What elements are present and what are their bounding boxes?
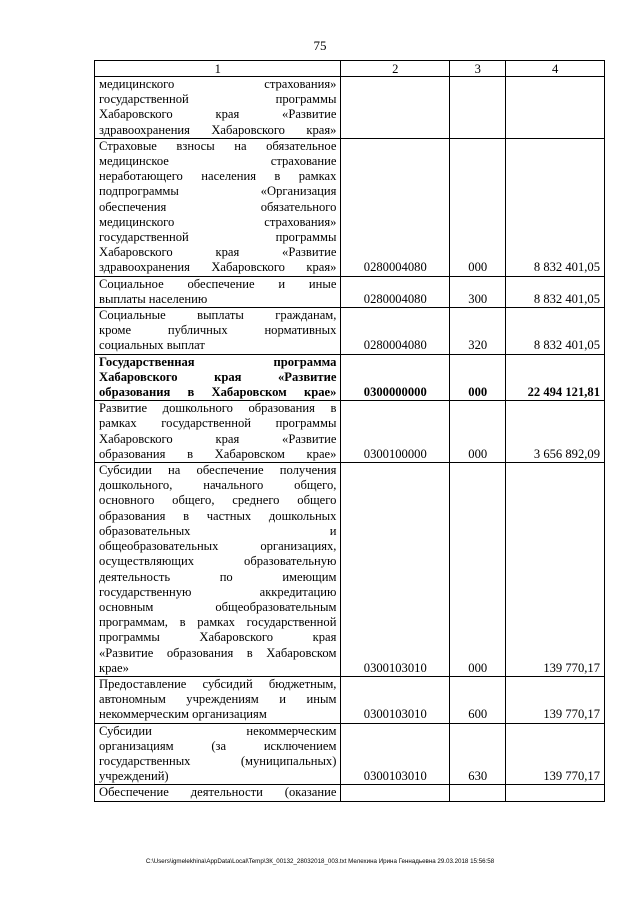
header-col-3: 3 bbox=[450, 61, 506, 77]
row-kind-cell: 630 bbox=[450, 723, 506, 785]
row-name-line: Хабаровского края «Развитие bbox=[99, 245, 337, 260]
row-kind-cell: 000 bbox=[450, 401, 506, 463]
row-code-cell: 0280004080 bbox=[341, 308, 450, 355]
row-name-cell bbox=[95, 785, 341, 801]
row-sum-cell bbox=[506, 785, 605, 801]
row-name-line: основного общего, среднего общего bbox=[99, 493, 337, 508]
row-name-line: дошкольного, начального общего, bbox=[99, 478, 337, 493]
row-name-line: медицинское страхование bbox=[99, 154, 337, 169]
table-row bbox=[95, 354, 605, 401]
table-row bbox=[95, 723, 605, 785]
row-kind-cell: 000 bbox=[450, 354, 506, 401]
row-code-cell bbox=[341, 77, 450, 139]
table-row bbox=[95, 308, 605, 355]
table-row bbox=[95, 401, 605, 463]
row-name-line: Обеспечение деятельности (оказание bbox=[99, 785, 337, 800]
row-name-line: организациям (за исключением bbox=[99, 738, 337, 753]
row-code-cell: 0300103010 bbox=[341, 676, 450, 723]
row-name-line: Социальные выплаты гражданам, bbox=[99, 308, 337, 323]
row-sum-cell: 139 770,17 bbox=[506, 723, 605, 785]
row-kind-cell: 000 bbox=[450, 138, 506, 276]
row-kind-cell: 600 bbox=[450, 676, 506, 723]
row-kind-cell: 000 bbox=[450, 463, 506, 677]
row-code-cell: 0280004080 bbox=[341, 276, 450, 307]
table-row bbox=[95, 463, 605, 677]
row-name-cell bbox=[95, 401, 341, 463]
row-kind-cell bbox=[450, 77, 506, 139]
row-sum-cell: 8 832 401,05 bbox=[506, 308, 605, 355]
row-name-cell bbox=[95, 354, 341, 401]
row-sum-cell: 139 770,17 bbox=[506, 463, 605, 677]
row-kind-cell: 320 bbox=[450, 308, 506, 355]
row-name-line: Страховые взносы на обязательное bbox=[99, 138, 337, 153]
row-name-line: учреждений) bbox=[99, 769, 169, 784]
row-name-line: государственной программы bbox=[99, 92, 337, 107]
row-name-line: крае» bbox=[99, 660, 129, 675]
row-code-cell: 0300103010 bbox=[341, 463, 450, 677]
row-code-cell: 0280004080 bbox=[341, 138, 450, 276]
row-name-line: некоммерческим организациям bbox=[99, 707, 267, 722]
row-name-line: выплаты населению bbox=[99, 291, 208, 306]
row-name-line: Социальное обеспечение и иные bbox=[99, 276, 337, 291]
row-name-cell bbox=[95, 308, 341, 355]
row-name-cell bbox=[95, 138, 341, 276]
row-code-cell: 0300000000 bbox=[341, 354, 450, 401]
page-number: 75 bbox=[313, 38, 327, 53]
row-name-line: образования в Хабаровском крае» bbox=[99, 446, 337, 461]
row-code-cell: 0300100000 bbox=[341, 401, 450, 463]
table-row bbox=[95, 77, 605, 139]
row-name-cell bbox=[95, 276, 341, 307]
row-name-line: Субсидии некоммерческим bbox=[99, 723, 337, 738]
row-name-line: подпрограммы «Организация bbox=[99, 184, 337, 199]
row-sum-cell: 3 656 892,09 bbox=[506, 401, 605, 463]
row-name-line: обеспечения обязательного bbox=[99, 199, 337, 214]
row-kind-cell: 300 bbox=[450, 276, 506, 307]
row-name-line: образовательных и bbox=[99, 523, 337, 538]
row-name-line: государственных (муниципальных) bbox=[99, 753, 337, 768]
row-name-cell bbox=[95, 77, 341, 139]
row-name-line: рамках государственной программы bbox=[99, 416, 337, 431]
row-name-line: Предоставление субсидий бюджетным, bbox=[99, 676, 337, 691]
row-sum-cell bbox=[506, 77, 605, 139]
table-row bbox=[95, 138, 605, 276]
row-name-line: Хабаровского края «Развитие bbox=[99, 107, 337, 122]
row-name-line: программы Хабаровского края bbox=[99, 630, 337, 645]
row-name-line: Субсидии на обеспечение получения bbox=[99, 463, 337, 478]
row-code-cell bbox=[341, 785, 450, 801]
file-path-footer: C:\Users\igmelekhina\AppData\Local\Temp\ЗК_00132_28032018_003.txt Мелехина Ирина Геннадьевна 29.03.2018 15:56:58 bbox=[145, 858, 495, 865]
row-name-line: осуществляющих образовательную bbox=[99, 554, 337, 569]
table-row bbox=[95, 676, 605, 723]
header-col-1: 1 bbox=[95, 61, 341, 77]
budget-table bbox=[94, 60, 605, 802]
row-name-line: кроме публичных нормативных bbox=[99, 323, 337, 338]
row-name-line: неработающего населения в рамках bbox=[99, 169, 337, 184]
row-name-line: автономным учреждениям и иным bbox=[99, 692, 337, 707]
row-sum-cell: 139 770,17 bbox=[506, 676, 605, 723]
table-row bbox=[95, 785, 605, 801]
row-name-line: Государственная программа bbox=[99, 354, 337, 369]
table-header-row bbox=[95, 61, 605, 77]
row-name-line: медицинского страхования» bbox=[99, 77, 337, 91]
row-name-line: Хабаровского края «Развитие bbox=[99, 431, 337, 446]
row-name-line: здравоохранения Хабаровского края» bbox=[99, 260, 337, 275]
table-row bbox=[95, 276, 605, 307]
row-name-line: образования в Хабаровском крае» bbox=[99, 385, 337, 400]
row-name-line: деятельность по имеющим bbox=[99, 569, 337, 584]
row-sum-cell: 8 832 401,05 bbox=[506, 276, 605, 307]
row-name-line: Развитие дошкольного образования в bbox=[99, 401, 337, 416]
row-name-line: основным общеобразовательным bbox=[99, 599, 337, 614]
row-name-cell bbox=[95, 676, 341, 723]
row-name-line: общеобразовательных организациях, bbox=[99, 539, 337, 554]
row-kind-cell bbox=[450, 785, 506, 801]
row-name-line: программам, в рамках государственной bbox=[99, 615, 337, 630]
row-sum-cell: 22 494 121,81 bbox=[506, 354, 605, 401]
row-name-cell bbox=[95, 463, 341, 677]
row-name-line: медицинского страхования» bbox=[99, 214, 337, 229]
row-code-cell: 0300103010 bbox=[341, 723, 450, 785]
row-name-line: «Развитие образования в Хабаровском bbox=[99, 645, 337, 660]
row-name-line: государственную аккредитацию bbox=[99, 584, 337, 599]
row-name-line: Хабаровского края «Развитие bbox=[99, 369, 337, 384]
row-name-line: государственной программы bbox=[99, 230, 337, 245]
row-name-line: социальных выплат bbox=[99, 338, 205, 353]
budget-table-body bbox=[95, 61, 605, 802]
header-col-2: 2 bbox=[341, 61, 450, 77]
header-col-4: 4 bbox=[506, 61, 605, 77]
row-name-line: образования в частных дошкольных bbox=[99, 508, 337, 523]
row-sum-cell: 8 832 401,05 bbox=[506, 138, 605, 276]
row-name-line: здравоохранения Хабаровского края» bbox=[99, 122, 337, 137]
row-name-cell bbox=[95, 723, 341, 785]
